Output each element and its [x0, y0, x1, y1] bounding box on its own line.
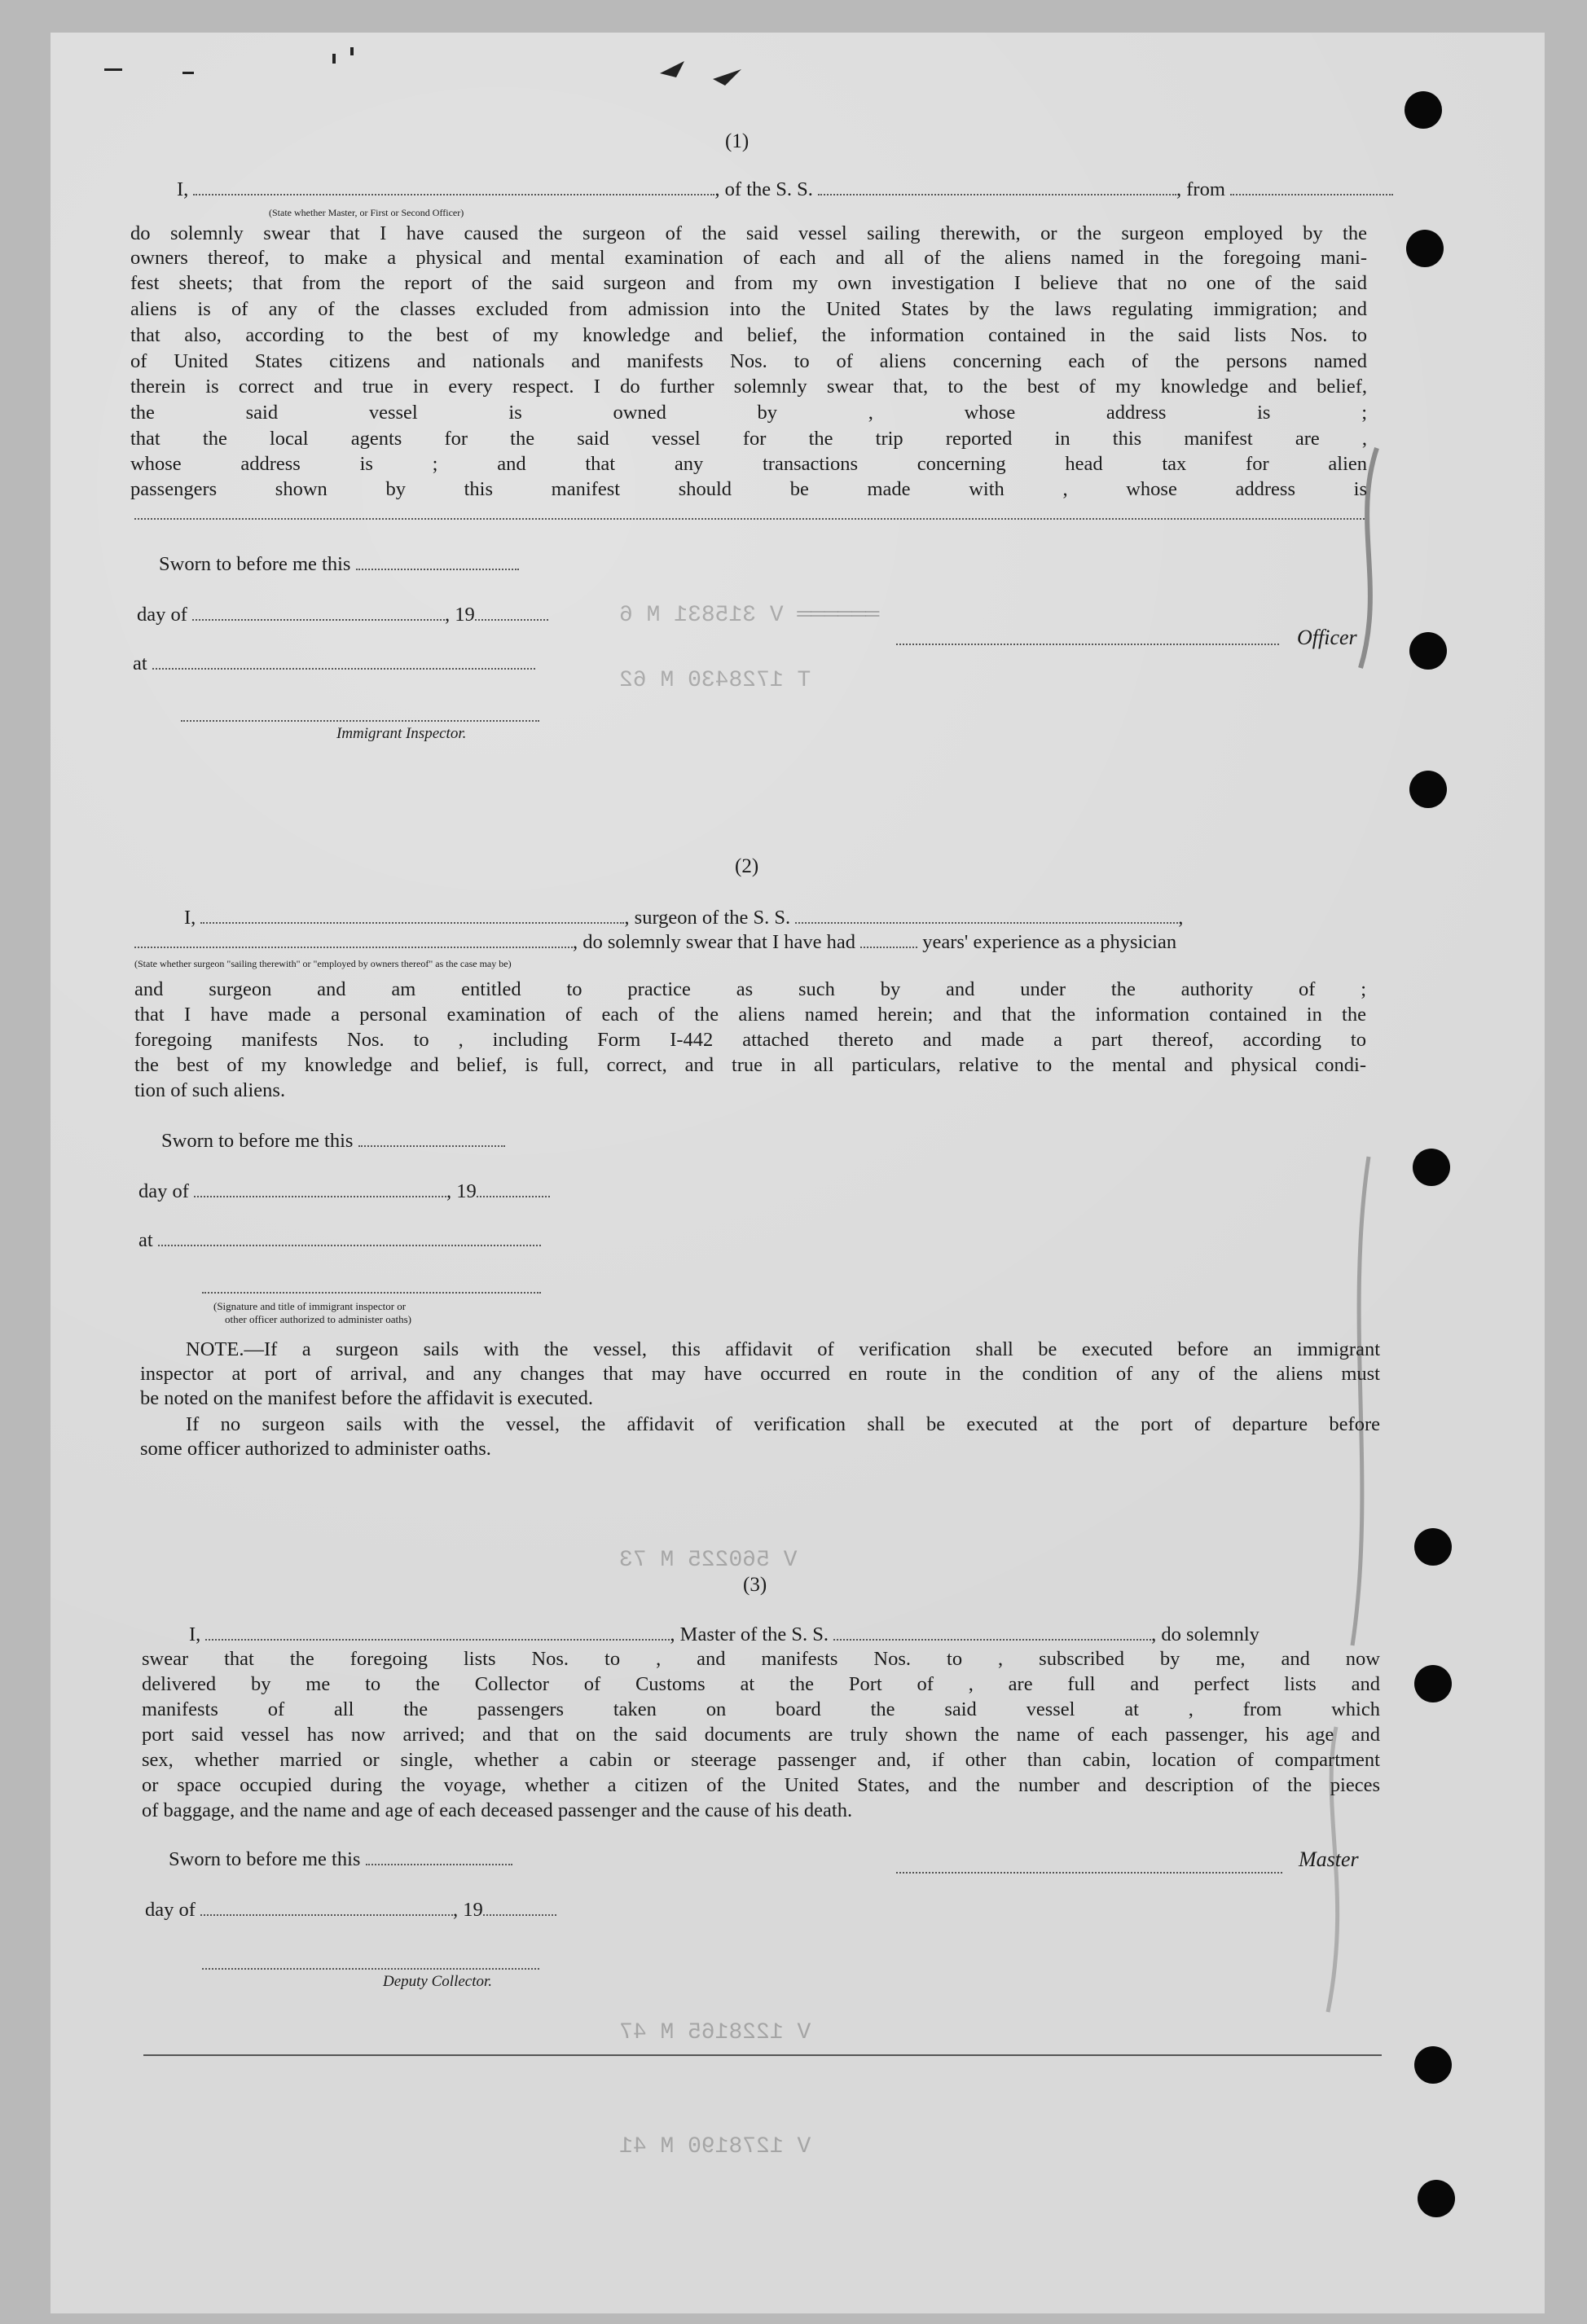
section-number-2: (2) [735, 855, 759, 877]
section-number-3: (3) [743, 1574, 767, 1596]
s1-line-7: therein is correct and true in every respect. I do further solemnly swear that, to the best of my knowledge and belief, [130, 376, 1367, 398]
note-line-1: inspector at port of arrival, and any changes that may have occurred en route in the condition of any of the aliens must [140, 1363, 1380, 1385]
s1-inspector-signature-line [181, 720, 539, 722]
s1-line-6: of United States citizens and nationals and manifests Nos. to of aliens concerning each of the persons named [130, 350, 1367, 372]
binder-hole [1406, 230, 1444, 267]
note-line-2: be noted on the manifest before the affidavit is executed. [140, 1387, 594, 1409]
bleed-through-text: V 1228165 M 47 [619, 2020, 811, 2045]
binder-hole [1414, 1528, 1452, 1566]
s2-signature-line [202, 1292, 541, 1294]
binder-hole [1414, 1665, 1452, 1702]
note-line-0: NOTE.—If a surgeon sails with the vessel, this affidavit of verification shall be executed before an immigrant [186, 1338, 1380, 1360]
s1-line-11: passengers shown by this manifest should be made with , whose address is [130, 478, 1367, 500]
s1-line-4: aliens is of any of the classes excluded from admission into the United States by the laws regulating immigration; and [130, 298, 1367, 320]
binder-hole [1405, 91, 1442, 129]
pen-mark [652, 45, 750, 94]
s1-line-1: do solemnly swear that I have caused the surgeon of the said vessel sailing therewith, or the surgeon employed by the [130, 222, 1367, 244]
surgeon-note: (State whether surgeon "sailing therewith" or "employed by owners thereof" as the case may be) [134, 958, 512, 969]
bottom-rule [143, 2054, 1382, 2056]
bleed-through-text: V 560225 M 73 [619, 1548, 798, 1573]
s2-day-of: day of , 19 [138, 1180, 550, 1204]
s3-line-6: or space occupied during the voyage, whether a citizen of the United States, and the number and description of the pieces [142, 1774, 1380, 1796]
s3-sworn: Sworn to before me this [169, 1847, 512, 1872]
master-officer-note: (State whether Master, or First or Second Officer) [269, 207, 464, 218]
s2-line-6: tion of such aliens. [134, 1079, 286, 1101]
s3-line-4: port said vessel has now arrived; and that on the said documents are truly shown the name of each passenger, his age and [142, 1724, 1380, 1746]
s1-line-9: that the local agents for the said vessel for the trip reported in this manifest are , [130, 428, 1367, 450]
s1-at: at [133, 652, 535, 676]
note-line-3: If no surgeon sails with the vessel, the affidavit of verification shall be executed at the port of departure before [186, 1413, 1380, 1435]
s3-line-1: swear that the foregoing lists Nos. to , and manifests Nos. to , subscribed by me, and now [142, 1648, 1380, 1670]
binder-hole [1413, 1149, 1450, 1186]
officer-signature-line [896, 644, 1279, 645]
scan-mark [332, 54, 336, 64]
section-number-1: (1) [725, 130, 750, 152]
s2-sig-note-1: (Signature and title of immigrant inspector or [213, 1300, 407, 1312]
pen-stroke [1255, 424, 1418, 2053]
s2-line-4: foregoing manifests Nos. to , including Form I-442 attached thereto and made a part thereof, according to [134, 1029, 1366, 1051]
note-line-4: some officer authorized to administer oaths. [140, 1438, 491, 1460]
binder-hole [1418, 2180, 1455, 2217]
s1-inspector-label: Immigrant Inspector. [336, 725, 467, 742]
s1-sworn: Sworn to before me this [159, 552, 519, 577]
master-signature-line [896, 1872, 1282, 1874]
binder-hole [1414, 2046, 1452, 2084]
scan-mark [350, 47, 354, 55]
collector-label: Deputy Collector. [383, 1973, 493, 1990]
s3-day-of: day of , 19 [145, 1898, 556, 1922]
master-label: Master [1299, 1847, 1359, 1871]
scan-mark [182, 72, 194, 74]
s1-line-8: the said vessel is owned by , whose address is ; [130, 402, 1367, 424]
s3-line-5: sex, whether married or single, whether a cabin or steerage passenger and, if other than cabin, location of compartment [142, 1749, 1380, 1771]
s1-line-3: fest sheets; that from the report of the said surgeon and from my own investigation I believe that no one of the said [130, 272, 1367, 294]
s2-sworn: Sworn to before me this [161, 1129, 505, 1153]
s1-line-5: that also, according to the best of my knowledge and belief, the information contained in the said lists Nos. to [130, 324, 1367, 346]
bleed-through-text: T 1728430 M 62 [619, 668, 811, 693]
s2-line-1: , do solemnly swear that I have had years' experience as a physician [134, 930, 1176, 955]
s1-line-2: owners thereof, to make a physical and mental examination of each and all of the aliens named in the foregoing mani- [130, 247, 1367, 269]
bleed-through-text: V 1278190 M 41 [619, 2134, 811, 2159]
s3-line-3: manifests of all the passengers taken on board the said vessel at , from which [142, 1698, 1380, 1720]
s2-line-3: that I have made a personal examination of each of the aliens named herein; and that the information contained in the [134, 1004, 1366, 1026]
s1-address-line [134, 518, 1365, 520]
s2-sig-note-2: other officer authorized to administer oaths) [225, 1313, 411, 1325]
collector-signature-line [202, 1968, 539, 1970]
s1-day-of: day of , 19 [137, 603, 548, 627]
s3-line-7: of baggage, and the name and age of each deceased passenger and the cause of his death. [142, 1799, 853, 1821]
s2-line-0: I, , surgeon of the S. S. , [184, 907, 1184, 929]
bleed-through-text: ══════ V 315831 M 6 [619, 603, 880, 628]
s2-at: at [138, 1228, 541, 1253]
s1-line-0: I, , of the S. S. , from [177, 178, 1393, 202]
officer-label: Officer [1297, 626, 1357, 649]
s3-line-2: delivered by me to the Collector of Customs at the Port of , are full and perfect lists and [142, 1673, 1380, 1695]
s2-line-5: the best of my knowledge and belief, is full, correct, and true in all particulars, relative to the mental and physical condi- [134, 1054, 1366, 1076]
s1-line-10: whose address is ; and that any transactions concerning head tax for alien [130, 453, 1367, 475]
s2-line-2: and surgeon and am entitled to practice as such by and under the authority of ; [134, 978, 1366, 1000]
scan-mark [104, 68, 122, 71]
s3-line-0: I, , Master of the S. S. , do solemnly [189, 1623, 1259, 1645]
